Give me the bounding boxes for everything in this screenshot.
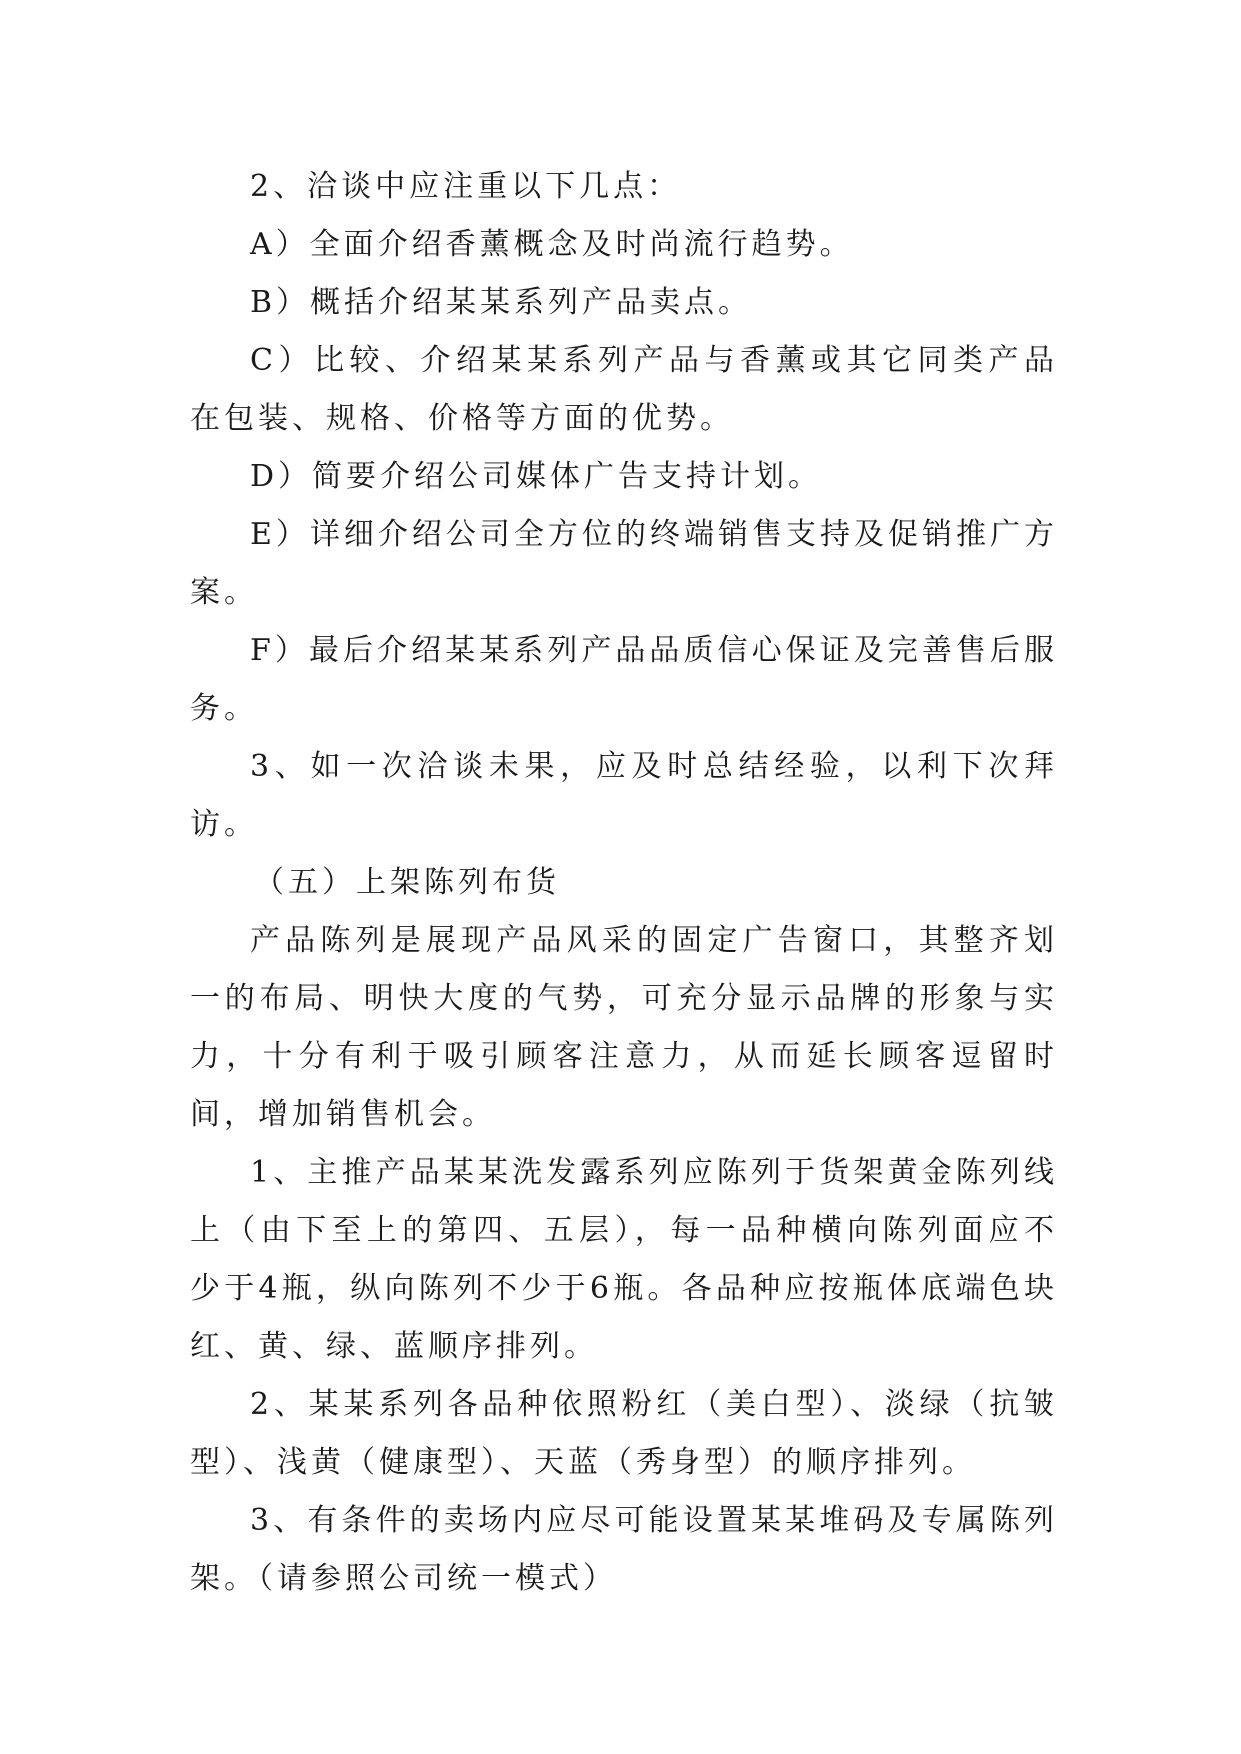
document-body [190, 158, 1058, 1608]
paragraph-point-a: A）全面介绍香薰概念及时尚流行趋势。 [250, 227, 854, 262]
paragraph-display-intro: 产品陈列是展现产品风采的固定广告窗口，其整齐划一的布局、明快大度的气势，可充分显示品牌的形象与实力，十分有利于吸引顾客注意力，从而延长顾客逗留时间，增加销售机会。 [190, 923, 1058, 1132]
paragraph-negotiation-points: 2、洽谈中应注重以下几点： [250, 169, 682, 204]
paragraph-point-b: B）概括介绍某某系列产品卖点。 [250, 285, 753, 320]
paragraph-point-e: E）详细介绍公司全方位的终端销售支持及促销推广方案。 [190, 517, 1058, 610]
paragraph-point-f: F）最后介绍某某系列产品品质信心保证及完善售后服务。 [190, 633, 1058, 726]
paragraph-point-c: C）比较、介绍某某系列产品与香薰或其它同类产品在包装、规格、价格等方面的优势。 [190, 343, 1058, 436]
paragraph-display-rule-1: 1、主推产品某某洗发露系列应陈列于货架黄金陈列线上（由下至上的第四、五层），每一品种横向陈列面应不少于4瓶，纵向陈列不少于6瓶。各品种应按瓶体底端色块红、黄、绿、蓝顺序排列。 [190, 1155, 1058, 1364]
paragraph-point-d: D）简要介绍公司媒体广告支持计划。 [250, 459, 823, 494]
paragraph-display-rule-3: 3、有条件的卖场内应尽可能设置某某堆码及专属陈列架。（请参照公司统一模式） [190, 1503, 1058, 1596]
paragraph-follow-up: 3、如一次洽谈未果，应及时总结经验，以利下次拜访。 [190, 749, 1058, 842]
section-heading-display: （五）上架陈列布货 [254, 865, 560, 900]
paragraph-display-rule-2: 2、某某系列各品种依照粉红（美白型）、淡绿（抗皱型）、浅黄（健康型）、天蓝（秀身型）的顺序排列。 [190, 1387, 1058, 1480]
